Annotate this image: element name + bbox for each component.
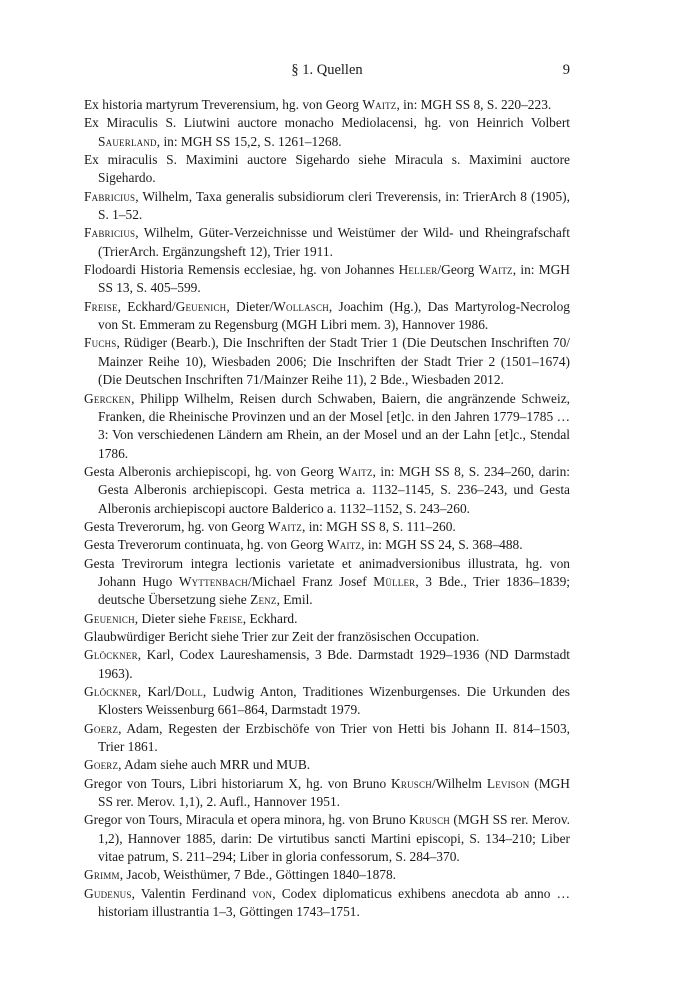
author-name: Glöckner <box>84 684 138 699</box>
bibliography-entry <box>84 151 570 188</box>
author-name: Sauerland <box>98 133 157 149</box>
bibliography-entry <box>84 610 570 628</box>
entry-text: Ex historia martyrum Treverensium, hg. von Georg <box>84 97 363 112</box>
author-name: Glöckner <box>84 647 138 663</box>
entry-text: , in: MGH SS 8, S. 234–260, darin: Gesta Alberonis archiepiscopi. Gesta metrica a. 1132–1145, S. 236–243, und Gesta Alberonis archiepiscopi auctore Balderico a. 1132–1152, S. 243–260. <box>98 463 570 516</box>
author-name: Grimm <box>84 867 120 883</box>
author-name: Zenz <box>250 592 277 608</box>
entry-text: Gregor von Tours, Libri historiarum X, hg. von Bruno <box>84 775 392 791</box>
entry-text: , in: MGH SS 15,2, S. 1261–1268. <box>156 133 342 149</box>
author-name: Fuchs <box>84 335 117 351</box>
author-name: Waitz <box>338 463 373 479</box>
author-name: Waitz <box>478 262 513 278</box>
entry-text: , Valentin Ferdinand <box>131 885 253 901</box>
entry-text: , Eckhard/ <box>117 298 176 314</box>
entry-text: , Codex diplomaticus exhibens anecdota ab anno … historiam illustrantia 1–3, Göttingen 1743–1751. <box>98 885 570 920</box>
entry-text: , Philipp Wilhelm, Reisen durch Schwaben, Baiern, die angränzende Schweiz, Franken, die Rheinische Provinzen und an der Mosel [et]c. in den Jahren 1779–1785 … 3: Von verschiedenen Ländern am Rhein, an der Mosel und an der Lahn [et]c., Stendal 1786. <box>98 390 570 461</box>
bibliography-entry <box>84 720 570 757</box>
entry-text: , 3 Bde., Trier 1836–1839; deutsche Übersetzung siehe <box>98 573 570 608</box>
bibliography-entry <box>84 646 570 683</box>
bibliography-entry <box>84 188 570 225</box>
page-number: 9 <box>562 62 570 78</box>
entry-text: Gesta Alberonis archiepiscopi, hg. von Georg <box>84 463 339 479</box>
entry-text: , Dieter/ <box>226 298 274 314</box>
entry-text: , Dieter siehe <box>134 610 210 626</box>
bibliography-entry <box>84 463 570 518</box>
entry-text: , Wilhelm, Taxa generalis subsidiorum cleri Treverensis, in: TrierArch 8 (1905), S. 1–52. <box>98 188 570 223</box>
author-name: Levison <box>486 775 530 791</box>
author-name: Waitz <box>326 537 362 553</box>
author-name: Wollasch <box>273 298 329 314</box>
author-name: Doll <box>174 684 203 699</box>
bibliography-entry <box>84 96 570 114</box>
entry-text: , Wilhelm, Güter-Verzeichnisse und Weistümer der Wild- und Rheingrafschaft (TrierArch. Ergänzungsheft 12), Trier 1911. <box>98 225 570 259</box>
entry-text: , in: MGH SS 24, S. 368–488. <box>361 537 523 553</box>
entry-text: , Rüdiger (Bearb.), Die Inschriften der Stadt Trier 1 (Die Deutschen Inschriften 70/ Mainzer Reihe 10), Wiesbaden 2006; Die Inschriften der Stadt Trier 2 (1501–1674) (Die Deutschen Inschriften 71/Mainzer Reihe 11), 2 Bde., Wiesbaden 2012. <box>98 335 570 388</box>
entry-text: Gregor von Tours, Miracula et opera minora, hg. von Bruno <box>84 812 410 828</box>
author-name: Müller <box>373 573 416 589</box>
entry-text: , Adam, Regesten der Erzbischöfe von Trier von Hetti bis Johann II. 814–1503, Trier 1861. <box>98 720 570 755</box>
entry-text: /Wilhelm <box>431 775 487 791</box>
author-name: Waitz <box>362 97 397 112</box>
bibliography-entry <box>84 555 570 610</box>
author-name: Goerz <box>84 720 119 736</box>
author-name: Geuenich <box>84 610 135 626</box>
entry-text: , Emil. <box>276 592 313 608</box>
entry-text: /Georg <box>437 262 479 278</box>
bibliography-entry <box>84 261 570 298</box>
bibliography-entry <box>84 334 570 389</box>
author-name: Krusch <box>409 812 450 828</box>
entry-text: , Karl/ <box>137 684 175 699</box>
entry-text: , Ludwig Anton, Traditiones Wizenburgenses. Die Urkunden des Klosters Weissenburg 661–864, Darmstadt 1979. <box>98 684 570 718</box>
header-title: § 1. Quellen <box>291 62 363 78</box>
bibliography-entry <box>84 628 570 646</box>
entry-text: Gesta Trevirorum integra lectionis varietate et animadversionibus illustrata, hg. von Johann Hugo <box>84 555 570 589</box>
bibliography-entry <box>84 866 570 884</box>
bibliography-entry <box>84 775 570 812</box>
author-name: Fabricius <box>84 225 136 241</box>
bibliography-entry <box>84 114 570 151</box>
entry-text: (MGH SS rer. Merov. 1,1), 2. Aufl., Hannover 1951. <box>98 775 570 810</box>
bibliography-entry <box>84 224 570 261</box>
entry-text: Gesta Treverorum continuata, hg. von Georg <box>84 537 327 553</box>
bibliography-entry <box>84 390 570 463</box>
author-name: Freise <box>209 610 243 626</box>
entry-text: , Jacob, Weisthümer, 7 Bde., Göttingen 1840–1878. <box>119 867 397 883</box>
bibliography-list <box>84 96 570 921</box>
bibliography-entry <box>84 756 570 774</box>
author-name: Geuenich <box>175 298 227 314</box>
entry-text: , Adam siehe auch MRR und MUB. <box>118 757 311 773</box>
entry-text: Gesta Treverorum, hg. von Georg <box>84 518 268 534</box>
running-header <box>84 62 570 82</box>
bibliography-entry <box>84 811 570 866</box>
entry-text: , in: MGH SS 8, S. 220–223. <box>396 97 552 112</box>
bibliography-entry <box>84 683 570 720</box>
entry-text: Ex Miraculis S. Liutwini auctore monacho Mediolacensi, hg. von Heinrich Volbert <box>84 115 570 131</box>
author-name: Gudenus <box>84 885 132 901</box>
entry-text: Glaubwürdiger Bericht siehe Trier zur Zeit der französischen Occupation. <box>84 628 480 644</box>
author-name: Freise <box>84 298 118 314</box>
entry-text: , in: MGH SS 8, S. 111–260. <box>302 518 456 534</box>
entry-text: Ex miraculis S. Maximini auctore Sigehardo siehe Miracula s. Maximini auctore Sigehardo. <box>84 152 570 186</box>
entry-text: , Joachim (Hg.), Das Martyrolog-Necrolog von St. Emmeram zu Regensburg (MGH Libri mem. 3), Hannover 1986. <box>98 298 571 333</box>
entry-text: , Eckhard. <box>242 610 298 626</box>
author-name: Gercken <box>84 390 132 406</box>
author-name: Goerz <box>84 757 119 773</box>
author-name: Waitz <box>267 518 302 534</box>
entry-text: , Karl, Codex Laureshamensis, 3 Bde. Darmstadt 1929–1936 (ND Darmstadt 1963). <box>98 647 570 681</box>
entry-text: , in: MGH SS 13, S. 405–599. <box>98 262 570 296</box>
entry-text: Flodoardi Historia Remensis ecclesiae, hg. von Johannes <box>84 262 399 278</box>
author-name: Fabricius <box>84 188 136 204</box>
bibliography-entry <box>84 298 570 335</box>
bibliography-entry <box>84 518 570 536</box>
entry-text: /Michael Franz Josef <box>247 573 374 589</box>
author-name: Heller <box>398 262 438 278</box>
author-name: Wyttenbach <box>178 573 248 589</box>
bibliography-entry <box>84 536 570 554</box>
entry-text: (MGH SS rer. Merov. 1,2), Hannover 1885, darin: De virtutibus sancti Martini episcopi, S. 134–210; Liber vitae patrum, S. 211–294; Liber in gloria confessorum, S. 284–370. <box>98 812 570 865</box>
author-name: von <box>252 885 273 901</box>
bibliography-entry <box>84 885 570 922</box>
author-name: Krusch <box>391 775 432 791</box>
